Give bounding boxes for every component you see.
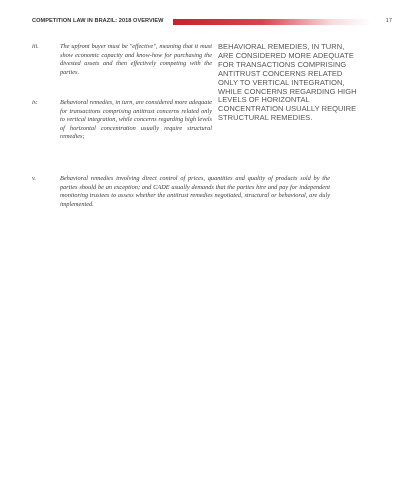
header-accent-bar xyxy=(173,19,371,25)
pull-quote: BEHAVIORAL REMEDIES, IN TURN, ARE CONSIDERED MORE ADEQUATE FOR TRANSACTIONS COMPRISING ANTITRUST CONCERNS RELATED ONLY TO VERTICAL INTEGRATION, WHILE CONCERNS REGARDING HIGH LEVELS OF HORIZONTAL CONCENTRATION USUALLY REQUIRE STRUCTURAL REMEDIES. xyxy=(218,42,357,123)
list-item-text: Behavioral remedies, in turn, are considered more adequate for transactions comprising antitrust concerns related only to vertical integration, while concerns regarding high levels of horizontal concentration usually require structural remedies; xyxy=(60,99,212,141)
list-item-text: Behavioral remedies involving direct control of prices, quantities and quality of products sold by the parties should be an exception; and CADE usually demands that the parties hire and pay for independent monitoring trustees to assess whether the antitrust remedies negotiated, structural or behavioral, are duly implemented. xyxy=(60,175,330,208)
list-item-numeral: iii. xyxy=(32,43,39,50)
list-item-numeral: iv. xyxy=(32,99,38,106)
page-header xyxy=(32,17,392,31)
header-title: COMPETITION LAW IN BRAZIL: 2018 OVERVIEW xyxy=(32,18,164,24)
page-number: 17 xyxy=(385,18,392,24)
list-item-numeral: v. xyxy=(32,175,36,182)
list-item-text: The upfront buyer must be "effective", meaning that it must show economic capacity and know-how for purchasing the divested assets and then effectively competing with the parties. xyxy=(60,43,212,76)
